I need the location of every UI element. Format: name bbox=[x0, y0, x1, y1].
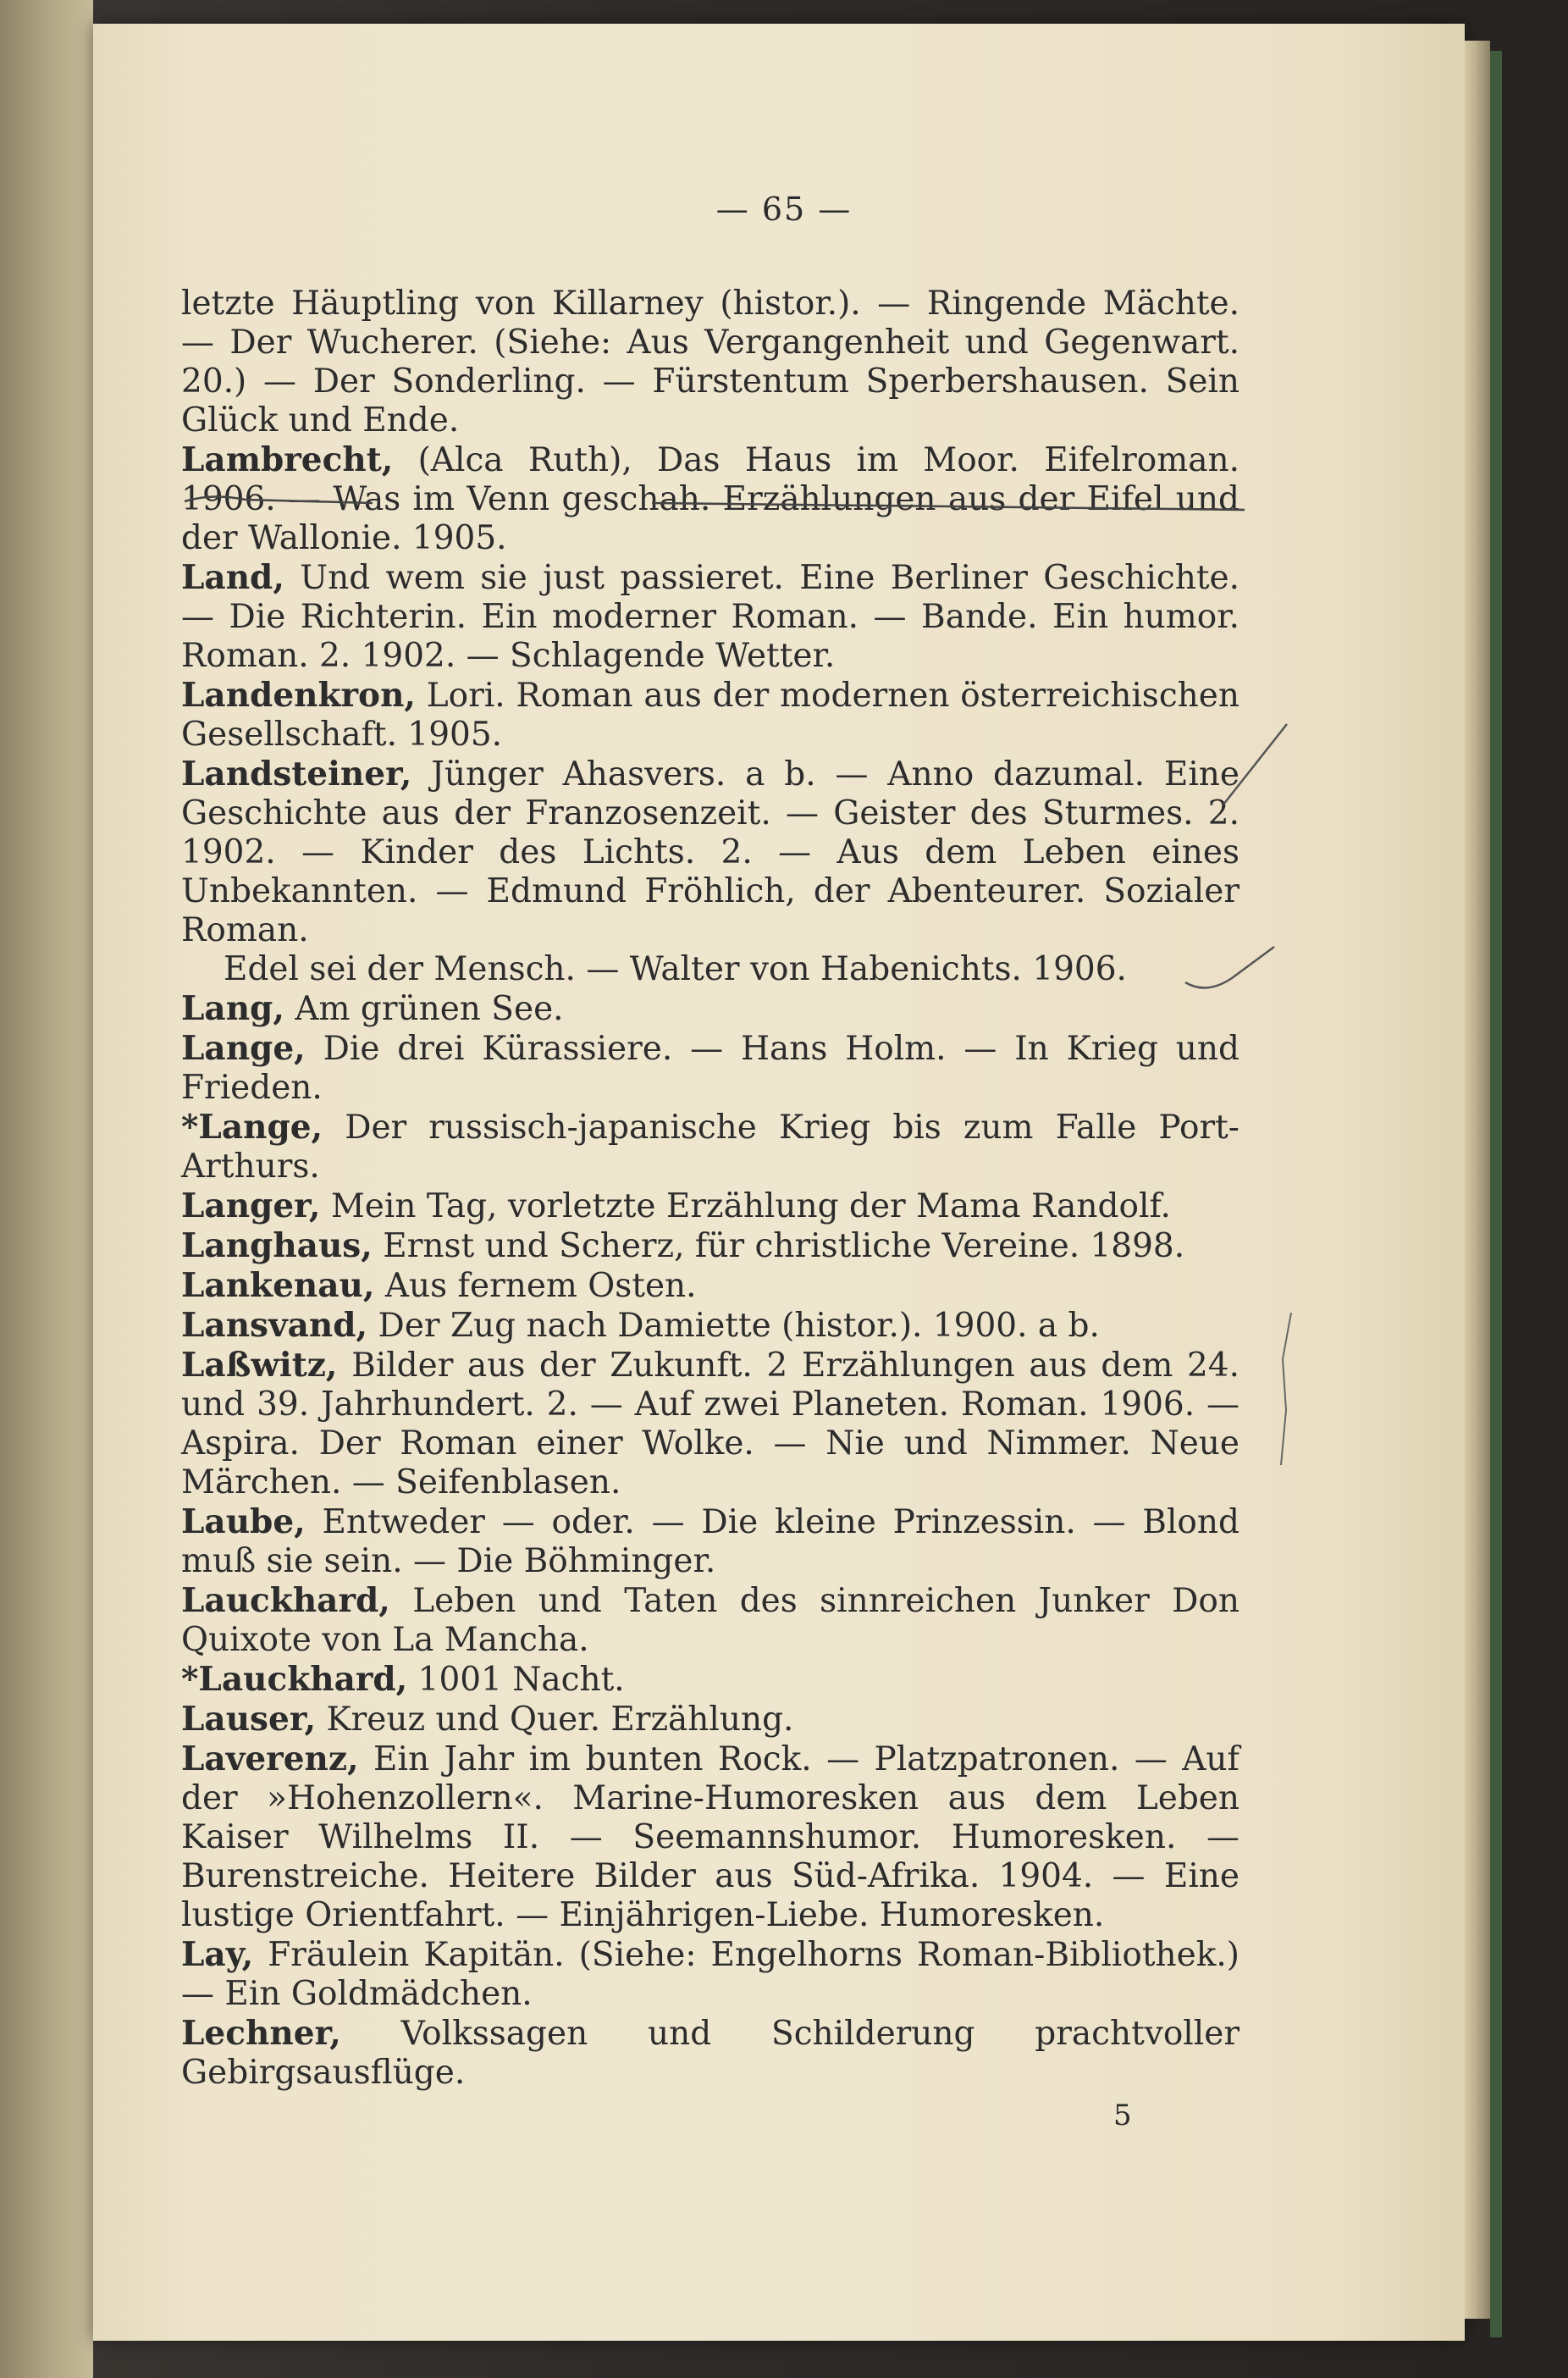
list-item: Landsteiner, Jünger Ahasvers. a b. — Anno dazumal. Eine Geschichte aus der Franzosenzeit. — Geister des Sturmes. 2. 1902. — Kinder des Lichts. 2. — Aus dem Leben eines Unbekannten. — Edmund Fröhlich, der Abenteurer. Sozialer Roman. bbox=[181, 755, 1239, 949]
page-stack-edge bbox=[1465, 41, 1490, 2319]
list-item: Lankenau, Aus fernem Osten. bbox=[181, 1266, 697, 1305]
list-item: *Lauckhard, 1001 Nacht. bbox=[181, 1660, 625, 1699]
list-item: Laverenz, Ein Jahr im bunten Rock. — Platzpatronen. — Auf der »Hohenzollern«. Marine-Humoresken aus dem Leben Kaiser Wilhelms II. — Seemannshumor. Humoresken. — Burenstreiche. Heitere Bilder aus Süd-Afrika. 1904. — Eine lustige Orientfahrt. — Einjährigen-Liebe. Humoresken. bbox=[181, 1739, 1239, 1934]
list-item: Lauser, Kreuz und Quer. Erzählung. bbox=[181, 1700, 794, 1739]
list-item: Lechner, Volkssagen und Schilderung prachtvoller Gebirgsausflüge. bbox=[181, 2014, 1239, 2092]
list-item: Lay, Fräulein Kapitän. (Siehe: Engelhorns Roman-Bibliothek.) — Ein Goldmädchen. bbox=[181, 1935, 1239, 2013]
page-number: — 65 — bbox=[715, 191, 853, 228]
list-item: letzte Häuptling von Killarney (histor.). — Ringende Mächte. — Der Wucherer. (Siehe: Aus Vergangenheit und Gegenwart. 20.) — Der Sonderling. — Fürstentum Sperbershausen. Sein Glück und Ende. bbox=[181, 285, 1239, 440]
list-item: Langhaus, Ernst und Scherz, für christliche Vereine. 1898. bbox=[181, 1226, 1185, 1265]
book-cover-edge bbox=[1490, 51, 1502, 2337]
list-item: Laßwitz, Bilder aus der Zukunft. 2 Erzählungen aus dem 24. und 39. Jahrhundert. 2. — Auf zwei Planeten. Roman. 1906. — Aspira. Der Roman einer Wolke. — Nie und Nimmer. Neue Märchen. — Seifenblasen. bbox=[181, 1346, 1239, 1501]
list-item: Lang, Am grünen See. bbox=[181, 989, 564, 1028]
list-item: Lauckhard, Leben und Taten des sinnreichen Junker Don Quixote von La Mancha. bbox=[181, 1581, 1239, 1659]
list-item: Edel sei der Mensch. — Walter von Habenichts. 1906. bbox=[224, 950, 1127, 988]
list-item: Land, Und wem sie just passieret. Eine Berliner Geschichte. — Die Richterin. Ein moderner Roman. — Bande. Ein humor. Roman. 2. 1902. — Schlagende Wetter. bbox=[181, 558, 1239, 675]
list-item: Landenkron, Lori. Roman aus der modernen österreichischen Gesellschaft. 1905. bbox=[181, 676, 1239, 754]
list-item: *Lange, Der russisch-japanische Krieg bis zum Falle Port-Arthurs. bbox=[181, 1108, 1239, 1186]
facing-page-edge bbox=[0, 0, 93, 2378]
list-item: Langer, Mein Tag, vorletzte Erzählung der Mama Randolf. bbox=[181, 1186, 1171, 1225]
catalog-entries bbox=[181, 284, 1239, 2093]
list-item: Lansvand, Der Zug nach Damiette (histor.). 1900. a b. bbox=[181, 1306, 1100, 1345]
list-item: Laube, Entweder — oder. — Die kleine Prinzessin. — Blond muß sie sein. — Die Böhminger. bbox=[181, 1502, 1239, 1580]
signature-mark: 5 bbox=[1113, 2099, 1132, 2132]
list-item: Lambrecht, (Alca Ruth), Das Haus im Moor. Eifelroman. 1906. — Was im Venn geschah. Erzählungen aus der Eifel und der Wallonie. 1905. bbox=[181, 440, 1239, 557]
list-item: Lange, Die drei Kürassiere. — Hans Holm. — In Krieg und Frieden. bbox=[181, 1029, 1239, 1107]
